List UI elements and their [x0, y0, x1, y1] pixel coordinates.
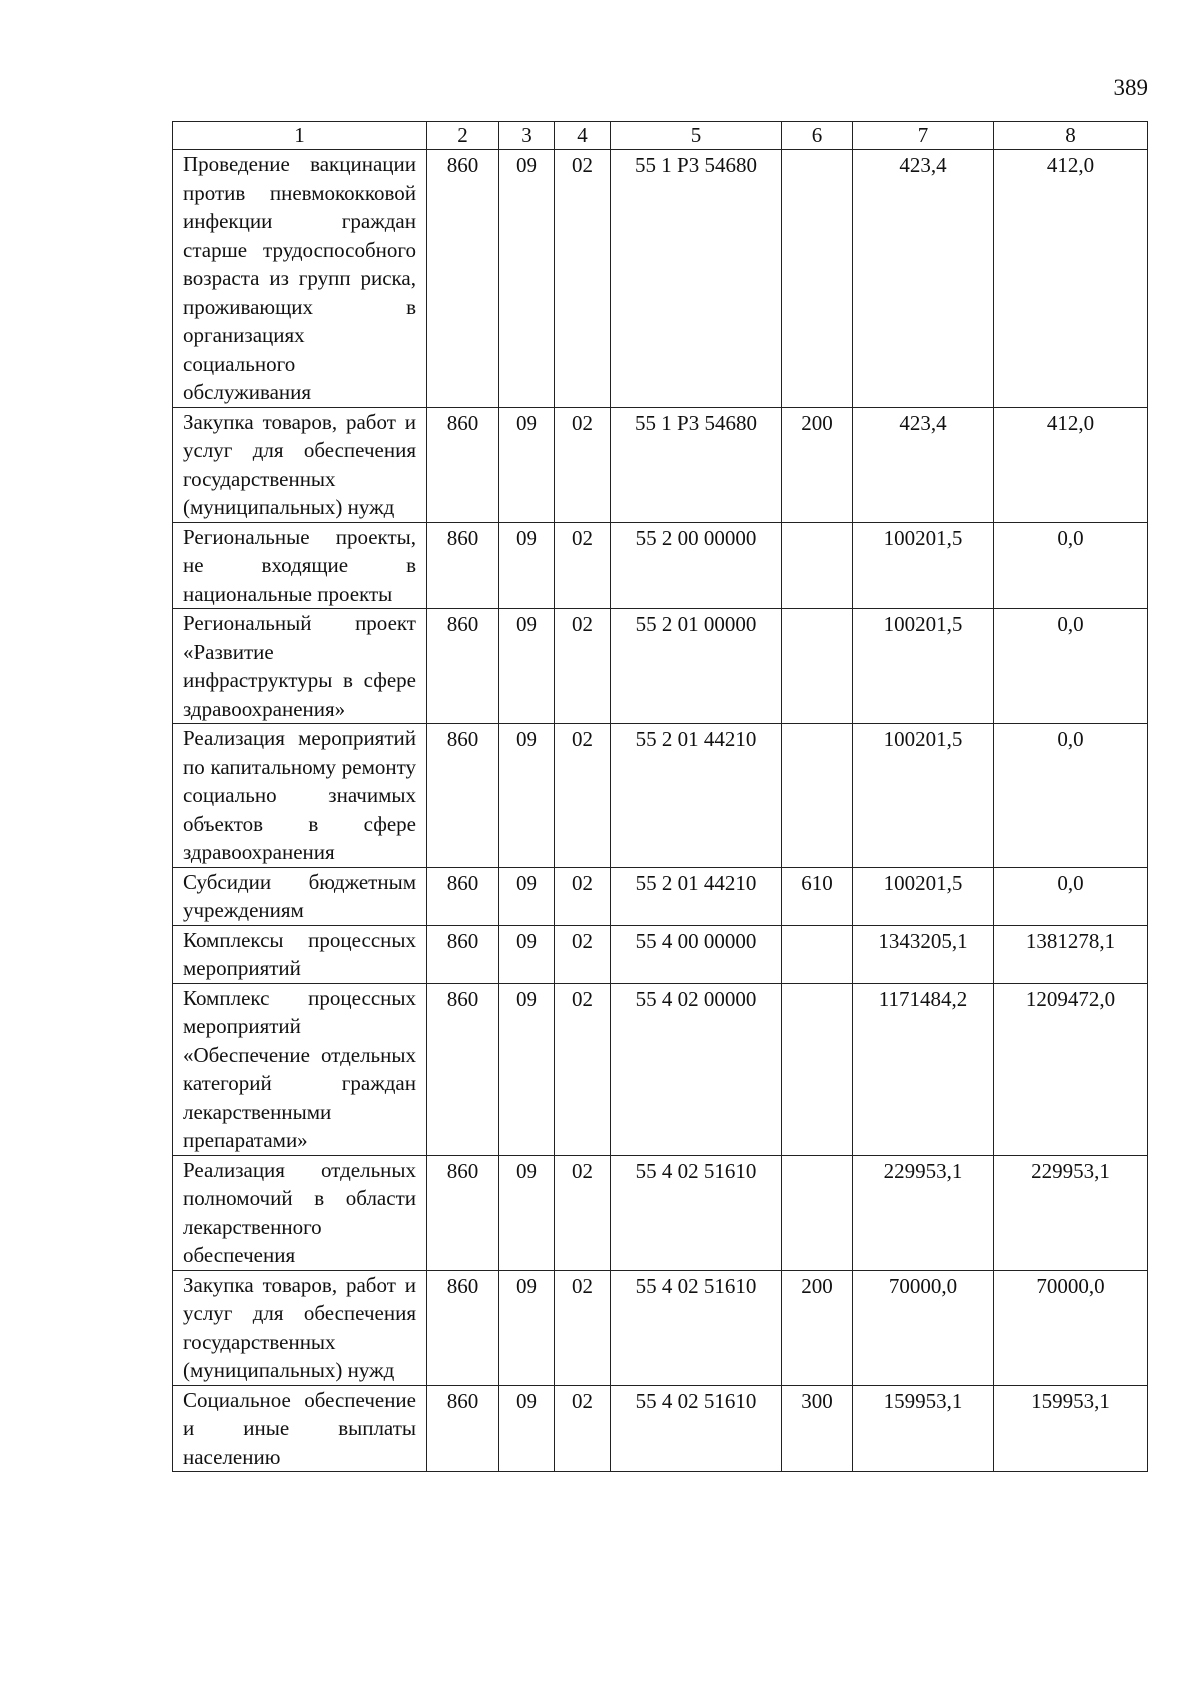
row-name: Проведение вакцинации против пневмококковой инфекции граждан старше трудоспособного возраста из групп риска, проживающих в организациях социального обслуживания: [173, 150, 427, 408]
cell-ministry-code: 860: [427, 724, 499, 868]
cell-subsection: 02: [555, 522, 611, 609]
cell-ministry-code: 860: [427, 925, 499, 983]
table-row: [173, 983, 1148, 1155]
cell-subsection: 02: [555, 150, 611, 408]
col-header-5: 5: [611, 122, 782, 150]
cell-expense-type: [782, 724, 853, 868]
cell-amount-1: 100201,5: [853, 522, 994, 609]
cell-ministry-code: 860: [427, 407, 499, 522]
cell-subsection: 02: [555, 983, 611, 1155]
cell-subsection: 02: [555, 1385, 611, 1472]
cell-target-article: 55 2 00 00000: [611, 522, 782, 609]
cell-subsection: 02: [555, 925, 611, 983]
cell-target-article: 55 4 02 51610: [611, 1385, 782, 1472]
table-row: [173, 724, 1148, 868]
cell-section: 09: [499, 925, 555, 983]
cell-amount-2: 0,0: [994, 609, 1148, 724]
table-row: [173, 407, 1148, 522]
cell-ministry-code: 860: [427, 522, 499, 609]
cell-section: 09: [499, 1270, 555, 1385]
cell-section: 09: [499, 150, 555, 408]
table-row: [173, 150, 1148, 408]
cell-amount-2: 412,0: [994, 150, 1148, 408]
cell-expense-type: 300: [782, 1385, 853, 1472]
table-row: [173, 1385, 1148, 1472]
cell-target-article: 55 4 02 51610: [611, 1155, 782, 1270]
cell-target-article: 55 2 01 44210: [611, 724, 782, 868]
cell-section: 09: [499, 724, 555, 868]
cell-amount-2: 412,0: [994, 407, 1148, 522]
cell-ministry-code: 860: [427, 609, 499, 724]
cell-expense-type: 610: [782, 867, 853, 925]
row-name: Закупка товаров, работ и услуг для обеспечения государственных (муниципальных) нужд: [173, 1270, 427, 1385]
col-header-3: 3: [499, 122, 555, 150]
col-header-7: 7: [853, 122, 994, 150]
cell-subsection: 02: [555, 867, 611, 925]
cell-target-article: 55 4 02 51610: [611, 1270, 782, 1385]
cell-amount-2: 0,0: [994, 522, 1148, 609]
cell-amount-2: 1381278,1: [994, 925, 1148, 983]
table-row: [173, 522, 1148, 609]
col-header-6: 6: [782, 122, 853, 150]
cell-section: 09: [499, 983, 555, 1155]
table-row: [173, 925, 1148, 983]
cell-target-article: 55 2 01 00000: [611, 609, 782, 724]
cell-amount-2: 0,0: [994, 867, 1148, 925]
table-row: [173, 1270, 1148, 1385]
cell-amount-1: 100201,5: [853, 867, 994, 925]
cell-expense-type: [782, 925, 853, 983]
cell-amount-1: 100201,5: [853, 724, 994, 868]
cell-expense-type: 200: [782, 1270, 853, 1385]
cell-amount-1: 423,4: [853, 407, 994, 522]
cell-target-article: 55 4 02 00000: [611, 983, 782, 1155]
cell-section: 09: [499, 1385, 555, 1472]
row-name: Региональный проект «Развитие инфраструктуры в сфере здравоохранения»: [173, 609, 427, 724]
cell-expense-type: [782, 983, 853, 1155]
row-name: Субсидии бюджетным учреждениям: [173, 867, 427, 925]
cell-subsection: 02: [555, 609, 611, 724]
cell-expense-type: [782, 150, 853, 408]
cell-ministry-code: 860: [427, 1270, 499, 1385]
cell-ministry-code: 860: [427, 983, 499, 1155]
row-name: Комплекс процессных мероприятий «Обеспечение отдельных категорий граждан лекарственными препаратами»: [173, 983, 427, 1155]
row-name: Реализация отдельных полномочий в области лекарственного обеспечения: [173, 1155, 427, 1270]
cell-section: 09: [499, 407, 555, 522]
cell-subsection: 02: [555, 407, 611, 522]
table-row: [173, 609, 1148, 724]
col-header-1: 1: [173, 122, 427, 150]
cell-section: 09: [499, 1155, 555, 1270]
col-header-2: 2: [427, 122, 499, 150]
table-row: [173, 1155, 1148, 1270]
cell-target-article: 55 4 00 00000: [611, 925, 782, 983]
cell-section: 09: [499, 609, 555, 724]
cell-target-article: 55 1 Р3 54680: [611, 407, 782, 522]
cell-target-article: 55 2 01 44210: [611, 867, 782, 925]
cell-subsection: 02: [555, 724, 611, 868]
cell-amount-2: 159953,1: [994, 1385, 1148, 1472]
cell-amount-1: 100201,5: [853, 609, 994, 724]
cell-section: 09: [499, 867, 555, 925]
cell-expense-type: [782, 1155, 853, 1270]
cell-subsection: 02: [555, 1270, 611, 1385]
row-name: Реализация мероприятий по капитальному ремонту социально значимых объектов в сфере здравоохранения: [173, 724, 427, 868]
cell-amount-1: 159953,1: [853, 1385, 994, 1472]
cell-amount-2: 1209472,0: [994, 983, 1148, 1155]
cell-amount-1: 1343205,1: [853, 925, 994, 983]
cell-target-article: 55 1 Р3 54680: [611, 150, 782, 408]
cell-amount-1: 423,4: [853, 150, 994, 408]
cell-amount-2: 0,0: [994, 724, 1148, 868]
cell-ministry-code: 860: [427, 1155, 499, 1270]
cell-amount-1: 1171484,2: [853, 983, 994, 1155]
col-header-4: 4: [555, 122, 611, 150]
cell-amount-1: 70000,0: [853, 1270, 994, 1385]
table-row: [173, 867, 1148, 925]
budget-table: [172, 121, 1148, 1472]
cell-amount-2: 70000,0: [994, 1270, 1148, 1385]
cell-expense-type: [782, 609, 853, 724]
header-row: [173, 122, 1148, 150]
cell-ministry-code: 860: [427, 1385, 499, 1472]
cell-amount-1: 229953,1: [853, 1155, 994, 1270]
cell-ministry-code: 860: [427, 150, 499, 408]
row-name: Закупка товаров, работ и услуг для обеспечения государственных (муниципальных) нужд: [173, 407, 427, 522]
cell-expense-type: 200: [782, 407, 853, 522]
row-name: Региональные проекты, не входящие в национальные проекты: [173, 522, 427, 609]
cell-amount-2: 229953,1: [994, 1155, 1148, 1270]
cell-expense-type: [782, 522, 853, 609]
cell-subsection: 02: [555, 1155, 611, 1270]
cell-section: 09: [499, 522, 555, 609]
page-number: 389: [1113, 75, 1148, 100]
row-name: Комплексы процессных мероприятий: [173, 925, 427, 983]
row-name: Социальное обеспечение и иные выплаты населению: [173, 1385, 427, 1472]
cell-ministry-code: 860: [427, 867, 499, 925]
col-header-8: 8: [994, 122, 1148, 150]
